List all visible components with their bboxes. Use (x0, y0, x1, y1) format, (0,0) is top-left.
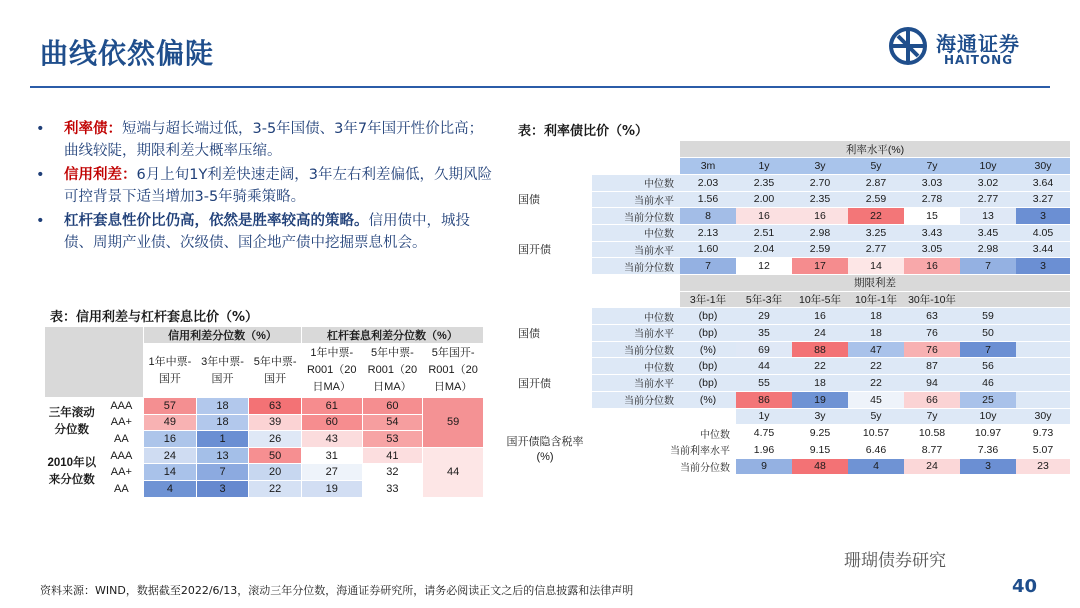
logo-chinese: 海通证券 (936, 32, 1020, 56)
tenor-header: 7y (904, 408, 960, 425)
data-cell: 59 (960, 308, 1016, 325)
data-cell: 19 (792, 391, 848, 408)
grade-cell: AAA (99, 447, 144, 464)
left-table-caption: 表：信用利差与杠杆套息比价（%） (50, 310, 259, 325)
tenor-header: 3y (792, 158, 848, 175)
row-label: 当前水平 (592, 191, 680, 208)
data-cell: 63 (249, 398, 302, 415)
data-cell: 3.43 (904, 224, 960, 241)
table-corner (45, 327, 144, 398)
data-cell: 47 (848, 341, 904, 358)
data-cell: 2.03 (680, 174, 736, 191)
data-cell: 2.59 (792, 241, 848, 258)
data-cell: 18 (196, 414, 249, 431)
data-cell: 15 (904, 208, 960, 225)
data-cell: 3.44 (1016, 241, 1070, 258)
column-header: 3年中票-国开 (196, 344, 249, 398)
row-label: 当前利率水平 (592, 441, 736, 458)
tenor-header: 3y (792, 408, 848, 425)
data-cell: 4.75 (736, 425, 792, 442)
data-cell: 17 (792, 258, 848, 275)
data-cell: 25 (960, 391, 1016, 408)
tenor-header: 30y (1016, 158, 1070, 175)
data-cell: 69 (736, 341, 792, 358)
data-cell: 24 (144, 447, 197, 464)
row-label: 当前分位数 (592, 258, 680, 275)
data-cell: 7 (960, 258, 1016, 275)
grade-cell: AA+ (99, 464, 144, 481)
data-cell: 23 (1016, 458, 1070, 475)
unit-cell: (bp) (680, 308, 736, 325)
data-cell: 2.51 (736, 224, 792, 241)
data-cell: 1.60 (680, 241, 736, 258)
data-cell: 3.64 (1016, 174, 1070, 191)
data-cell: 7 (680, 258, 736, 275)
logo-english: HAITONG (944, 53, 1014, 67)
data-cell: 50 (960, 325, 1016, 342)
data-cell: 10.58 (904, 425, 960, 442)
group-header: 杠杆套息利差分位数（%） (301, 327, 483, 344)
data-cell: 46 (960, 375, 1016, 392)
row-label: 中位数 (592, 174, 680, 191)
data-cell: 56 (960, 358, 1016, 375)
data-cell: 86 (736, 391, 792, 408)
data-cell: 4 (144, 480, 197, 497)
row-group-label: 国开债隐含税率(%) (498, 425, 592, 475)
data-cell: 10.57 (848, 425, 904, 442)
data-cell: 22 (792, 358, 848, 375)
data-cell: 41 (362, 447, 423, 464)
column-header: 5年国开-R001（20日MA） (423, 344, 484, 398)
unit-cell: (bp) (680, 358, 736, 375)
data-cell: 63 (904, 308, 960, 325)
grade-cell: AA (99, 431, 144, 448)
bullet-item: • 利率债：短端与超长端过低，3-5年国债、3年7年国开性价比高；曲线较陡，期限利差大概率压缩。 (36, 121, 484, 159)
bullet-lead: 利率债： (64, 121, 122, 137)
tenor-header: 30y (1016, 408, 1070, 425)
row-label: 中位数 (592, 425, 736, 442)
data-cell: 2.77 (960, 191, 1016, 208)
data-cell: 2.78 (904, 191, 960, 208)
grade-cell: AA+ (99, 414, 144, 431)
row-label: 当前分位数 (592, 208, 680, 225)
unit-cell: (%) (680, 341, 736, 358)
data-cell: 9.73 (1016, 425, 1070, 442)
title-divider (30, 86, 1050, 88)
data-cell: 31 (301, 447, 362, 464)
data-cell: 9.25 (792, 425, 848, 442)
data-cell: 3.02 (960, 174, 1016, 191)
data-cell: 29 (736, 308, 792, 325)
data-cell: 1 (196, 431, 249, 448)
bullet-list (36, 118, 496, 256)
row-group-label: 国开债 (498, 224, 592, 274)
data-cell: 7 (960, 341, 1016, 358)
data-cell: 3.05 (904, 241, 960, 258)
merged-cell: 59 (423, 398, 484, 448)
group-header: 信用利差分位数（%） (144, 327, 302, 344)
data-cell: 48 (792, 458, 848, 475)
data-cell: 3 (196, 480, 249, 497)
data-cell: 16 (792, 308, 848, 325)
column-header: 1年中票-国开 (144, 344, 197, 398)
bullet-text: 6月上旬1Y利差快速走阔，3年左右利差偏低，久期风险可控背景下适当增加3-5年骑乘策略。 (64, 167, 493, 205)
data-cell: 2.04 (736, 241, 792, 258)
data-cell: 9.15 (792, 441, 848, 458)
data-cell: 18 (848, 308, 904, 325)
unit-cell: (bp) (680, 325, 736, 342)
column-header: 1年中票-R001（20日MA） (301, 344, 362, 398)
data-cell: 6.46 (848, 441, 904, 458)
data-cell: 3.45 (960, 224, 1016, 241)
data-cell: 14 (848, 258, 904, 275)
data-cell: 3 (1016, 208, 1070, 225)
data-cell: 16 (792, 208, 848, 225)
tenor-header: 5y (848, 158, 904, 175)
row-group-label: 三年滚动分位数 (45, 398, 100, 448)
data-cell: 24 (904, 458, 960, 475)
data-cell: 3 (1016, 258, 1070, 275)
data-cell: 27 (301, 464, 362, 481)
data-cell: 14 (144, 464, 197, 481)
bullet-item: • 杠杆套息性价比仍高，依然是胜率较高的策略。信用债中，城投债、周期产业债、次级债、国企地产债中挖掘票息机会。 (36, 213, 470, 251)
page-number: 40 (1012, 576, 1038, 597)
data-cell: 7.36 (960, 441, 1016, 458)
data-cell: 60 (301, 414, 362, 431)
data-cell: 43 (301, 431, 362, 448)
data-cell: 8.77 (904, 441, 960, 458)
data-cell: 35 (736, 325, 792, 342)
data-cell: 22 (848, 208, 904, 225)
data-cell: 55 (736, 375, 792, 392)
row-label: 当前水平 (592, 375, 680, 392)
data-cell: 76 (904, 325, 960, 342)
data-cell: 20 (249, 464, 302, 481)
data-cell: 13 (960, 208, 1016, 225)
data-cell: 3.25 (848, 224, 904, 241)
data-cell: 8 (680, 208, 736, 225)
column-header: 5年中票-国开 (249, 344, 302, 398)
bullet-item: • 信用利差：6月上旬1Y利差快速走阔，3年左右利差偏低，久期风险可控背景下适当增加3-5年骑乘策略。 (36, 167, 493, 205)
spread-column-header: 3年-1年 (680, 291, 736, 308)
column-header: 5年中票-R001（20日MA） (362, 344, 423, 398)
bullet-text: 信用债中，城投债、周期产业债、次级债、国企地产债中挖掘票息机会。 (64, 213, 470, 251)
data-cell: 18 (196, 398, 249, 415)
spread-column-header: 10年-5年 (792, 291, 848, 308)
bullet-lead: 信用利差： (64, 167, 137, 183)
data-cell: 54 (362, 414, 423, 431)
tenor-header: 5y (848, 408, 904, 425)
bullet-text: 短端与超长端过低，3-5年国债、3年7年国开性价比高；曲线较陡，期限利差大概率压缩。 (64, 121, 484, 159)
data-cell: 24 (792, 325, 848, 342)
row-label: 中位数 (592, 308, 680, 325)
data-cell: 16 (904, 258, 960, 275)
data-cell: 26 (249, 431, 302, 448)
data-cell: 60 (362, 398, 423, 415)
merged-cell: 44 (423, 447, 484, 497)
data-cell: 5.07 (1016, 441, 1070, 458)
data-cell: 44 (736, 358, 792, 375)
tenor-header: 10y (960, 158, 1016, 175)
data-cell: 2.00 (736, 191, 792, 208)
data-cell: 50 (249, 447, 302, 464)
data-cell: 61 (301, 398, 362, 415)
grade-cell: AA (99, 480, 144, 497)
row-label: 当前分位数 (592, 458, 736, 475)
data-cell: 94 (904, 375, 960, 392)
logo-mark-icon (888, 26, 932, 66)
company-logo (888, 26, 1048, 70)
data-cell: 12 (736, 258, 792, 275)
data-cell: 10.97 (960, 425, 1016, 442)
data-cell: 2.87 (848, 174, 904, 191)
tenor-header: 1y (736, 158, 792, 175)
data-cell: 2.13 (680, 224, 736, 241)
row-group-label: 2010年以来分位数 (45, 447, 100, 497)
data-cell: 32 (362, 464, 423, 481)
data-cell: 87 (904, 358, 960, 375)
data-cell: 16 (144, 431, 197, 448)
spread-column-header: 5年-3年 (736, 291, 792, 308)
data-cell: 2.98 (792, 224, 848, 241)
data-cell: 2.35 (736, 174, 792, 191)
data-cell: 7 (196, 464, 249, 481)
row-label: 当前分位数 (592, 391, 680, 408)
row-group-label: 国债 (498, 308, 592, 358)
tenor-header: 3m (680, 158, 736, 175)
page-title: 曲线依然偏陡 (40, 37, 215, 70)
data-cell: 2.77 (848, 241, 904, 258)
source-note: 资料来源：WIND，数据截至2022/6/13，滚动三年分位数，海通证券研究所，请务必阅读正文之后的信息披露和法律声明 (40, 584, 634, 597)
row-group-label: 国债 (498, 174, 592, 224)
data-cell: 2.35 (792, 191, 848, 208)
credit-spread-table (44, 326, 484, 498)
row-group-label: 国开债 (498, 358, 592, 408)
data-cell: 18 (848, 325, 904, 342)
data-cell: 3.03 (904, 174, 960, 191)
data-cell: 45 (848, 391, 904, 408)
spread-header: 期限利差 (680, 275, 1070, 292)
unit-cell: (%) (680, 391, 736, 408)
data-cell: 19 (301, 480, 362, 497)
data-cell: 22 (249, 480, 302, 497)
data-cell: 33 (362, 480, 423, 497)
row-label: 中位数 (592, 358, 680, 375)
bullet-lead: 杠杆套息性价比仍高，依然是胜率较高的策略。 (64, 213, 369, 229)
spread-column-header: 10年-1年 (848, 291, 904, 308)
data-cell: 49 (144, 414, 197, 431)
data-cell: 88 (792, 341, 848, 358)
data-cell: 2.59 (848, 191, 904, 208)
data-cell: 53 (362, 431, 423, 448)
data-cell: 16 (736, 208, 792, 225)
data-cell: 1.96 (736, 441, 792, 458)
data-cell: 9 (736, 458, 792, 475)
row-label: 当前水平 (592, 325, 680, 342)
data-cell: 1.56 (680, 191, 736, 208)
tenor-header: 10y (960, 408, 1016, 425)
row-label: 当前分位数 (592, 341, 680, 358)
rate-bond-table (498, 141, 1070, 475)
right-table-caption: 表：利率债比价（%） (518, 124, 649, 139)
data-cell: 13 (196, 447, 249, 464)
data-cell: 22 (848, 375, 904, 392)
spread-column-header: 30年-10年 (904, 291, 960, 308)
data-cell: 39 (249, 414, 302, 431)
data-cell: 2.98 (960, 241, 1016, 258)
data-cell: 66 (904, 391, 960, 408)
watermark: 珊瑚债券研究 (844, 551, 946, 571)
row-label: 中位数 (592, 224, 680, 241)
row-label: 当前水平 (592, 241, 680, 258)
data-cell: 4.05 (1016, 224, 1070, 241)
data-cell: 4 (848, 458, 904, 475)
tenor-header: 1y (736, 408, 792, 425)
unit-cell: (bp) (680, 375, 736, 392)
level-header: 利率水平(%) (680, 141, 1070, 158)
data-cell: 3.27 (1016, 191, 1070, 208)
data-cell: 22 (848, 358, 904, 375)
data-cell: 2.70 (792, 174, 848, 191)
data-cell: 3 (960, 458, 1016, 475)
data-cell: 76 (904, 341, 960, 358)
grade-cell: AAA (99, 398, 144, 415)
data-cell: 18 (792, 375, 848, 392)
tenor-header: 7y (904, 158, 960, 175)
data-cell: 57 (144, 398, 197, 415)
